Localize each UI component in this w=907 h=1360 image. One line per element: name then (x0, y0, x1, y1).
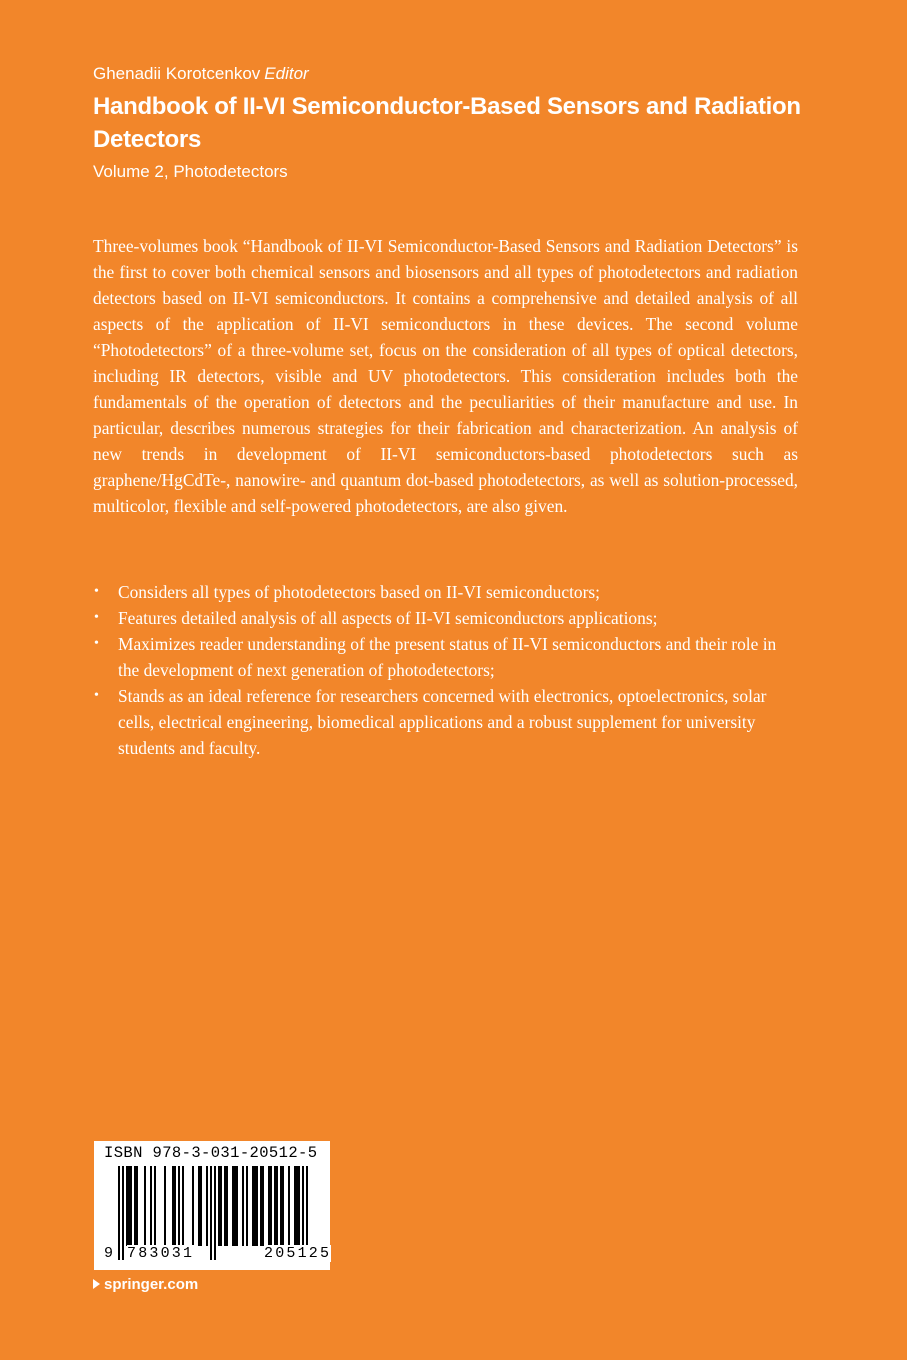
barcode-bar (262, 1166, 264, 1246)
feature-text: Features detailed analysis of all aspects of II-VI semiconductors applications; (118, 608, 658, 628)
barcode-bar (282, 1166, 284, 1246)
barcode-bar (254, 1166, 256, 1246)
barcode-bar (154, 1166, 156, 1246)
barcode-bar (296, 1166, 298, 1246)
barcode-bar (276, 1166, 278, 1246)
book-subtitle: Volume 2, Photodetectors (93, 162, 288, 181)
author-role: Editor (264, 64, 309, 83)
triangle-right-icon (93, 1279, 100, 1289)
barcode-bar (280, 1166, 282, 1246)
feature-text: Maximizes reader understanding of the present status of II-VI semiconductors and their role in the development of next generation of photodetectors; (118, 634, 777, 680)
bullet-icon: • (94, 688, 99, 703)
barcode-bar (144, 1166, 146, 1246)
barcode-bar (256, 1166, 258, 1246)
ean-first-digit: 9 (104, 1245, 114, 1262)
barcode-bar (150, 1166, 152, 1246)
publisher-website[interactable]: springer.com (104, 1276, 199, 1293)
barcode-bar (214, 1166, 216, 1260)
publisher-link[interactable] (93, 1276, 198, 1293)
barcode-bar (226, 1166, 228, 1246)
bullet-icon: • (94, 636, 99, 651)
barcode-bar (252, 1166, 254, 1246)
book-title: Handbook of II-VI Semiconductor-Based Sensors and Radiation Detectors (93, 93, 801, 153)
author-name: Ghenadii Korotcenkov (93, 64, 261, 83)
barcode-bar (242, 1166, 244, 1246)
barcode-bar (200, 1166, 202, 1246)
barcode-bar (246, 1166, 248, 1246)
bullet-icon: • (94, 610, 99, 625)
barcode-bar (270, 1166, 272, 1246)
barcode-bar (294, 1166, 296, 1246)
barcode-bar (122, 1166, 124, 1260)
ean-right-digits: 205125 (264, 1245, 332, 1262)
barcode-bar (118, 1166, 120, 1260)
feature-item (93, 631, 798, 683)
barcode-bar (198, 1166, 200, 1246)
book-description: Three-volumes book “Handbook of II-VI Semiconductor-Based Sensors and Radiation Detectors” is the first to cover both chemical sensors and biosensors and all types of photodetectors and radiation detectors based on II-VI semiconductors. It contains a comprehensive and detailed analysis of all aspects of the application of II-VI semiconductors in these devices. The second volume “Photodetectors” of a three-volume set, focus on the consideration of all types of optical detectors, including IR detectors, visible and UV photodetectors. This consideration includes both the fundamentals of the operation of detectors and the peculiarities of their manufacture and use. In particular, describes numerous strategies for their fabrication and characterization. An analysis of new trends in development of II-VI semiconductors-based photodetectors such as graphene/HgCdTe-, nanowire- and quantum dot-based photodetectors, as well as solution-processed, multicolor, flexible and self-powered photodetectors, are also given. (93, 236, 798, 516)
barcode-bar (126, 1166, 128, 1246)
barcode-bar (268, 1166, 270, 1246)
barcode-bar (182, 1166, 184, 1246)
feature-text: Considers all types of photodetectors based on II-VI semiconductors; (118, 582, 600, 602)
feature-list (93, 579, 798, 761)
barcode-bar (220, 1166, 222, 1246)
cover-header (93, 62, 813, 184)
barcode-bar (260, 1166, 262, 1246)
barcode-bar (192, 1166, 194, 1246)
barcode-bar (174, 1166, 176, 1246)
barcode-bar (164, 1166, 166, 1246)
ean-left-digits: 783031 (127, 1245, 195, 1262)
barcode-bar (178, 1166, 180, 1246)
bullet-icon: • (94, 584, 99, 599)
feature-text: Stands as an ideal reference for researchers concerned with electronics, optoelectronics, solar cells, electrical engineering, biomedical applications and a robust supplement for university students and faculty. (118, 686, 767, 758)
barcode-bar (224, 1166, 226, 1246)
barcode-bar (210, 1166, 212, 1260)
barcode-bar (172, 1166, 174, 1246)
barcode-bar (288, 1166, 290, 1246)
isbn-barcode (94, 1141, 330, 1270)
barcode-bar (136, 1166, 138, 1246)
barcode-bar (232, 1166, 234, 1246)
barcode-bar (206, 1166, 208, 1246)
isbn-label: ISBN 978-3-031-20512-5 (104, 1144, 318, 1162)
barcode-bar (218, 1166, 220, 1246)
barcode-bar (134, 1166, 136, 1246)
barcode-bar (236, 1166, 238, 1246)
author-line (93, 62, 813, 86)
feature-item (93, 683, 798, 761)
barcode-bar (298, 1166, 300, 1246)
barcode-bar (274, 1166, 276, 1246)
barcode-bar (234, 1166, 236, 1246)
barcode-bar (130, 1166, 132, 1246)
feature-item (93, 579, 798, 605)
barcode-bar (128, 1166, 130, 1246)
feature-item (93, 605, 798, 631)
